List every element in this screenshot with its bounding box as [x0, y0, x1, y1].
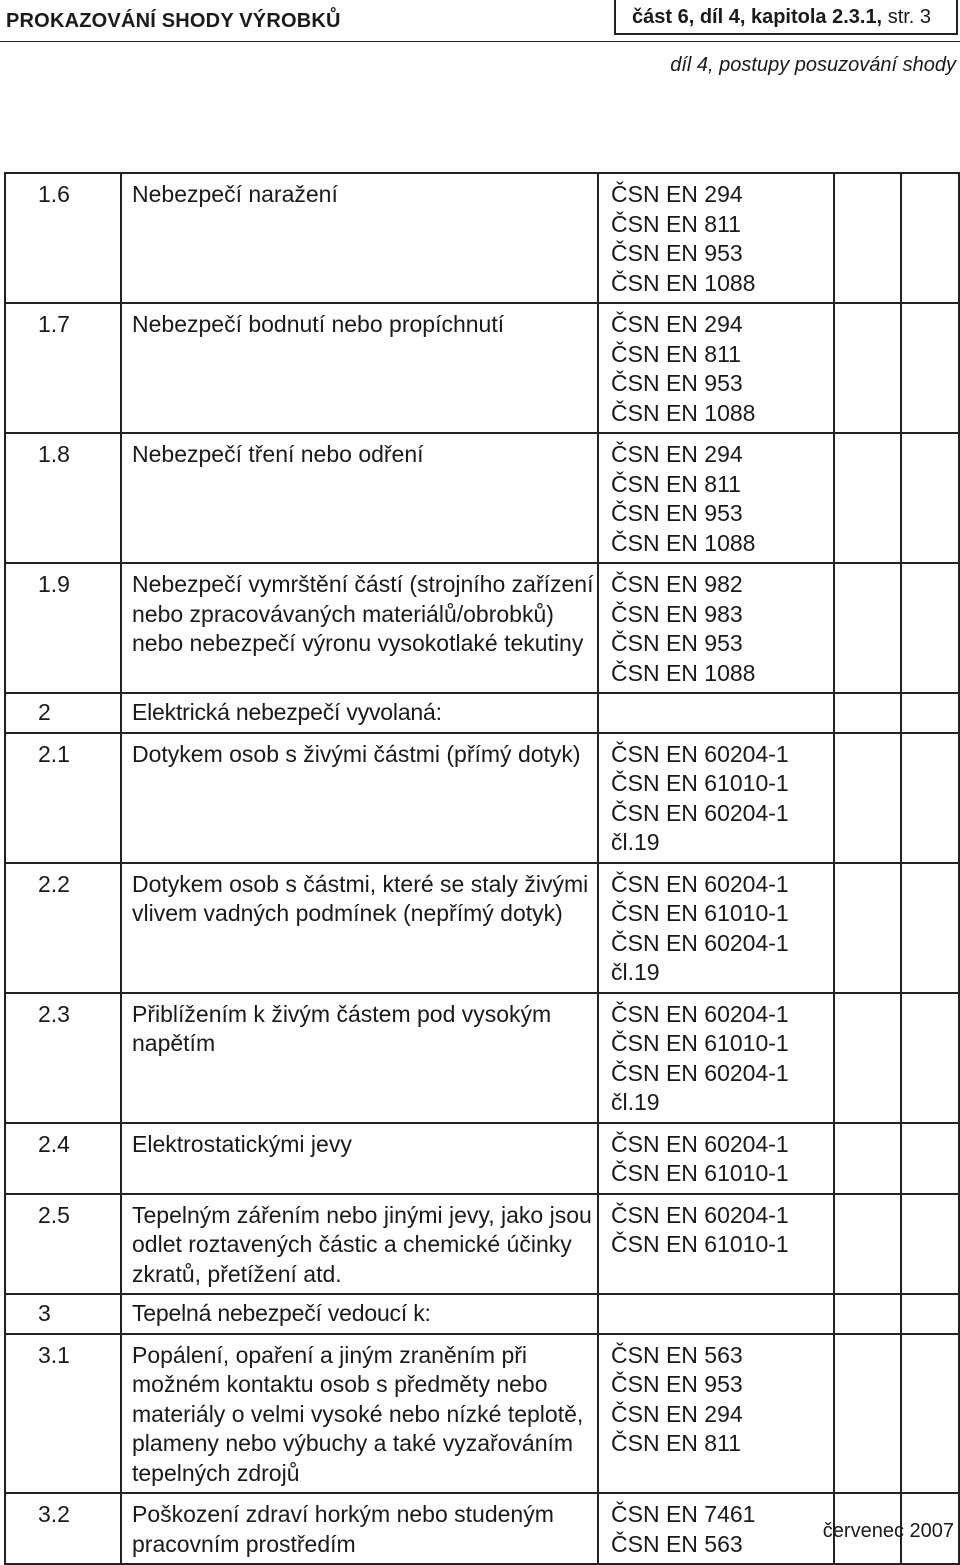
- table-row: [5, 1334, 959, 1494]
- empty-cell: [901, 433, 959, 563]
- table-row: [5, 993, 959, 1123]
- header-divider: [0, 41, 960, 42]
- chapter-reference: [614, 0, 958, 35]
- row-number-text: 1.7: [38, 311, 70, 337]
- hazard-description: Dotykem osob s živými částmi (přímý dotyk): [121, 733, 598, 863]
- row-number: [5, 693, 121, 733]
- row-number: [5, 433, 121, 563]
- row-number-text: 2.2: [38, 870, 70, 897]
- chapter-reference-bold: část 6, díl 4, kapitola 2.3.1,: [632, 6, 883, 28]
- standards-list: ČSN EN 60204-1 ČSN EN 61010-1 ČSN EN 60204-1 čl.19: [598, 993, 834, 1123]
- standards-list: ČSN EN 60204-1 ČSN EN 61010-1: [598, 1194, 834, 1295]
- empty-cell: [901, 993, 959, 1123]
- table-row: [5, 863, 959, 993]
- standards-list: ČSN EN 60204-1 ČSN EN 61010-1: [598, 1123, 834, 1194]
- row-number-text: 1.8: [38, 441, 70, 467]
- row-number-text: 3.1: [38, 1341, 70, 1368]
- row-number-text: 2.3: [38, 1000, 70, 1027]
- section-subtitle: díl 4, postupy posuzování shody: [670, 54, 956, 76]
- table-row: [5, 1493, 959, 1564]
- section-row: [5, 1294, 959, 1334]
- table-row: [5, 563, 959, 693]
- document-title: PROKAZOVÁNÍ SHODY VÝROBKŮ: [6, 10, 341, 32]
- standards-list: ČSN EN 563 ČSN EN 953 ČSN EN 294 ČSN EN 811: [598, 1334, 834, 1494]
- table-row: [5, 433, 959, 563]
- empty-cell: [901, 1123, 959, 1194]
- row-number-text: 1.9: [38, 571, 70, 597]
- empty-cell: [901, 863, 959, 993]
- empty-cell: [901, 1294, 959, 1334]
- row-number-text: 2: [38, 699, 51, 725]
- section-row: [5, 693, 959, 733]
- empty-cell: [834, 1194, 901, 1295]
- hazard-description: Elektrostatickými jevy: [121, 1123, 598, 1194]
- hazard-description: Popálení, opaření a jiným zraněním při možném kontaktu osob s předměty nebo materiály o velmi vysoké nebo nízké teplotě, plameny nebo výbuchy a také vyzařováním tepelných zdrojů: [121, 1334, 598, 1494]
- row-number: [5, 563, 121, 693]
- standards-list: ČSN EN 7461 ČSN EN 563: [598, 1493, 834, 1564]
- row-number-text: 3.2: [38, 1501, 70, 1527]
- hazard-description: Přiblížením k živým částem pod vysokým napětím: [121, 993, 598, 1123]
- standards-list: [598, 1294, 834, 1334]
- row-number: [5, 1294, 121, 1334]
- standards-list: ČSN EN 294 ČSN EN 811 ČSN EN 953 ČSN EN 1088: [598, 433, 834, 563]
- table-row: [5, 173, 959, 303]
- empty-cell: [834, 433, 901, 563]
- row-number-text: 1.6: [38, 181, 70, 207]
- empty-cell: [834, 993, 901, 1123]
- standards-list: ČSN EN 982 ČSN EN 983 ČSN EN 953 ČSN EN 1088: [598, 563, 834, 693]
- hazard-description: Dotykem osob s částmi, které se staly živými vlivem vadných podmínek (nepřímý dotyk): [121, 863, 598, 993]
- row-number: [5, 863, 121, 993]
- table-row: [5, 1194, 959, 1295]
- empty-cell: [901, 303, 959, 433]
- hazard-description: Nebezpečí vymrštění částí (strojního zařízení nebo zpracovávaných materiálů/obrobků) nebo nebezpečí výronu vysokotlaké tekutiny: [121, 563, 598, 693]
- row-number: [5, 1334, 121, 1494]
- empty-cell: [834, 1334, 901, 1494]
- standards-list: ČSN EN 294 ČSN EN 811 ČSN EN 953 ČSN EN 1088: [598, 173, 834, 303]
- row-number: [5, 1493, 121, 1564]
- standards-list: ČSN EN 294 ČSN EN 811 ČSN EN 953 ČSN EN 1088: [598, 303, 834, 433]
- footer-date: červenec 2007: [822, 1520, 954, 1542]
- empty-cell: [901, 173, 959, 303]
- empty-cell: [834, 733, 901, 863]
- row-number: [5, 1194, 121, 1295]
- table-row: [5, 303, 959, 433]
- row-number-text: 3: [38, 1300, 51, 1326]
- row-number-text: 2.5: [38, 1201, 70, 1228]
- hazard-standards-table: [4, 172, 960, 1565]
- row-number: [5, 173, 121, 303]
- row-number-text: 2.4: [38, 1130, 70, 1157]
- row-number: [5, 1123, 121, 1194]
- empty-cell: [834, 1294, 901, 1334]
- section-title: Elektrická nebezpečí vyvolaná:: [121, 693, 598, 733]
- row-number: [5, 993, 121, 1123]
- empty-cell: [901, 563, 959, 693]
- hazard-description: Tepelným zářením nebo jinými jevy, jako jsou odlet roztavených částic a chemické účinky zkratů, přetížení atd.: [121, 1194, 598, 1295]
- empty-cell: [834, 303, 901, 433]
- hazard-description: Nebezpečí bodnutí nebo propíchnutí: [121, 303, 598, 433]
- empty-cell: [901, 1334, 959, 1494]
- empty-cell: [834, 563, 901, 693]
- table-row: [5, 1123, 959, 1194]
- row-number: [5, 733, 121, 863]
- standards-list: [598, 693, 834, 733]
- empty-cell: [901, 693, 959, 733]
- empty-cell: [834, 863, 901, 993]
- section-title: Tepelná nebezpečí vedoucí k:: [121, 1294, 598, 1334]
- hazard-description: Poškození zdraví horkým nebo studeným pracovním prostředím: [121, 1493, 598, 1564]
- empty-cell: [834, 693, 901, 733]
- standards-list: ČSN EN 60204-1 ČSN EN 61010-1 ČSN EN 60204-1 čl.19: [598, 863, 834, 993]
- hazard-description: Nebezpečí naražení: [121, 173, 598, 303]
- empty-cell: [901, 1194, 959, 1295]
- empty-cell: [901, 733, 959, 863]
- table-row: [5, 733, 959, 863]
- row-number-text: 2.1: [38, 740, 70, 767]
- hazard-description: Nebezpečí tření nebo odření: [121, 433, 598, 563]
- page-number: str. 3: [887, 6, 932, 28]
- empty-cell: [834, 173, 901, 303]
- row-number: [5, 303, 121, 433]
- standards-list: ČSN EN 60204-1 ČSN EN 61010-1 ČSN EN 60204-1 čl.19: [598, 733, 834, 863]
- empty-cell: [834, 1123, 901, 1194]
